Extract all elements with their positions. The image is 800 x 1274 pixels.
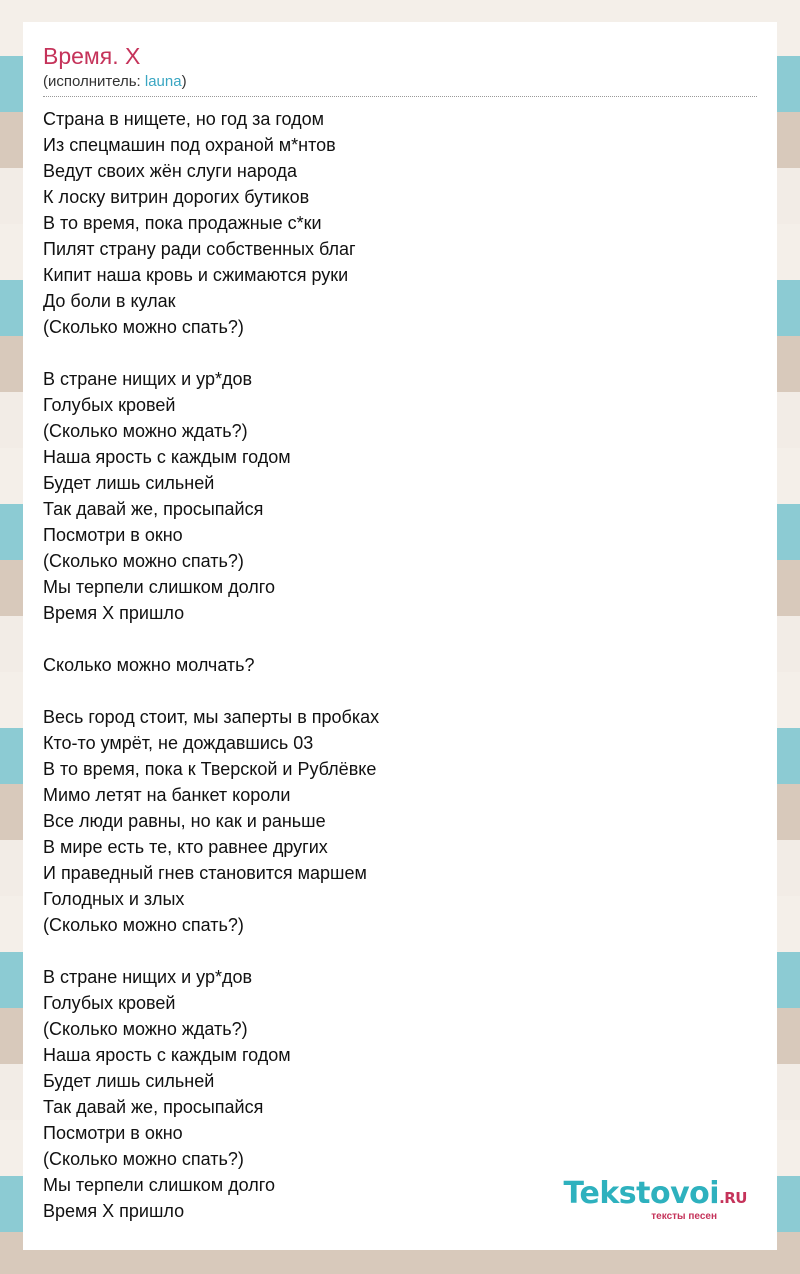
lyric-line: Голубых кровей — [43, 993, 176, 1013]
lyric-line: Все люди равны, но как и раньше — [43, 811, 326, 831]
lyric-line: Кипит наша кровь и сжимаются руки — [43, 265, 349, 285]
lyric-line: Наша ярость с каждым годом — [43, 447, 291, 467]
lyric-line: В то время, пока к Тверской и Рублёвке — [43, 759, 377, 779]
lyric-line: Страна в нищете, но год за годом — [43, 109, 325, 129]
lyric-blank-line — [43, 678, 757, 704]
lyric-line: В мире есть те, кто равнее других — [43, 837, 328, 857]
lyric-line: Мы терпели слишком долго — [43, 577, 275, 597]
lyric-line: Из спецмашин под охраной м*нтов — [43, 135, 336, 155]
lyric-line: (Сколько можно ждать?) — [43, 1019, 248, 1039]
lyric-line: К лоску витрин дорогих бутиков — [43, 187, 310, 207]
lyric-line: Посмотри в окно — [43, 525, 183, 545]
lyric-blank-line — [43, 340, 757, 366]
logo-tld: .RU — [719, 1189, 747, 1207]
lyric-line: (Сколько можно ждать?) — [43, 421, 248, 441]
lyric-line: (Сколько можно спать?) — [43, 1149, 244, 1169]
lyric-line: Мы терпели слишком долго — [43, 1175, 275, 1195]
artist-suffix: ) — [181, 73, 187, 90]
lyric-line: Голодных и злых — [43, 889, 185, 909]
artist-line — [43, 72, 757, 97]
song-title: Время. X — [43, 43, 141, 69]
lyric-line: Кто-то умрёт, не дождавшись 03 — [43, 733, 314, 753]
logo-wordmark — [563, 1176, 747, 1213]
lyric-line: Будет лишь сильней — [43, 1071, 215, 1091]
site-logo — [563, 1176, 747, 1222]
lyric-line: Так давай же, просыпайся — [43, 499, 264, 519]
lyric-line: Пилят страну ради собственных благ — [43, 239, 356, 259]
lyric-line: (Сколько можно спать?) — [43, 915, 244, 935]
lyric-line: Время Х пришло — [43, 603, 185, 623]
lyric-line: (Сколько можно спать?) — [43, 317, 244, 337]
lyric-line: Так давай же, просыпайся — [43, 1097, 264, 1117]
logo-name: Tekstovoi — [563, 1176, 720, 1211]
lyric-line: Время Х пришло — [43, 1201, 185, 1221]
lyrics-card — [23, 22, 777, 1250]
lyrics-body — [43, 106, 757, 1224]
lyric-blank-line — [43, 626, 757, 652]
lyric-line: И праведный гнев становится маршем — [43, 863, 367, 883]
lyric-line: Мимо летят на банкет короли — [43, 785, 291, 805]
lyric-line: Наша ярость с каждым годом — [43, 1045, 291, 1065]
lyric-line: В стране нищих и ур*дов — [43, 967, 253, 987]
lyric-blank-line — [43, 938, 757, 964]
lyric-line: До боли в кулак — [43, 291, 176, 311]
lyric-line: Посмотри в окно — [43, 1123, 183, 1143]
artist-link[interactable]: launa — [144, 73, 182, 90]
lyric-line: В стране нищих и ур*дов — [43, 369, 253, 389]
lyric-line: Будет лишь сильней — [43, 473, 215, 493]
lyric-line: Ведут своих жён слуги народа — [43, 161, 298, 181]
artist-prefix: (исполнитель: — [43, 73, 145, 90]
lyric-line: В то время, пока продажные с*ки — [43, 213, 322, 233]
lyric-line: Весь город стоит, мы заперты в пробках — [43, 707, 380, 727]
logo-subtitle: тексты песен — [651, 1211, 717, 1222]
lyric-line: (Сколько можно спать?) — [43, 551, 244, 571]
lyric-line: Сколько можно молчать? — [43, 655, 255, 675]
lyric-line: Голубых кровей — [43, 395, 176, 415]
